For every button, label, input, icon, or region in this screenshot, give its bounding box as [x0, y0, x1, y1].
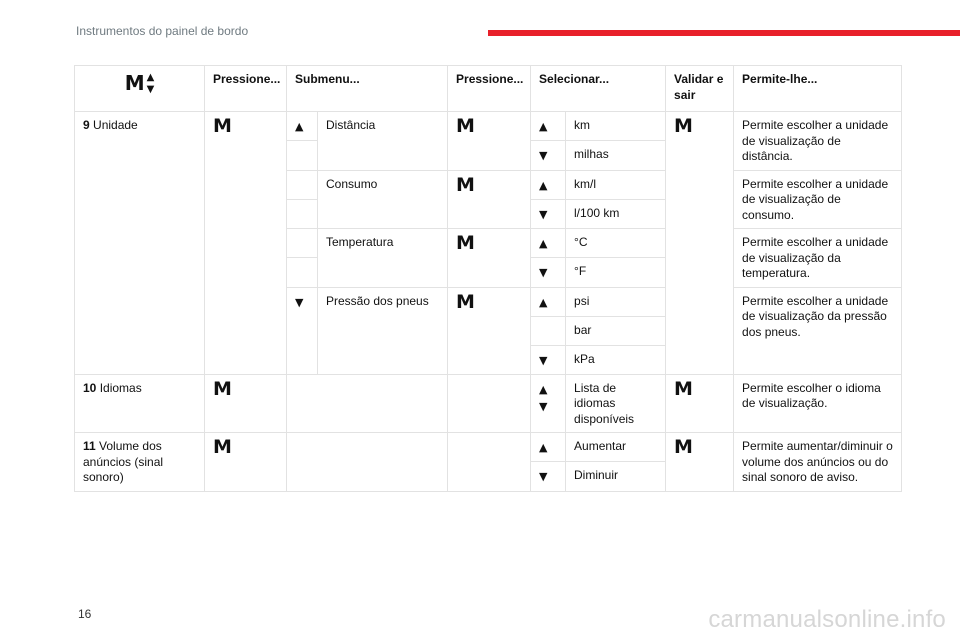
header-icon-cell: [75, 66, 205, 112]
item-number: 9: [83, 118, 90, 132]
menu-icon: M: [456, 232, 475, 254]
header-press: Pressione...: [205, 66, 287, 112]
menu-icon: M: [674, 436, 693, 458]
option-value: kPa: [566, 345, 666, 374]
option-value: l/100 km: [566, 199, 666, 228]
description: Permite escolher a unidade de visualização da temperatura.: [734, 229, 902, 288]
header-select: Selecionar...: [531, 66, 666, 112]
option-value: km: [566, 112, 666, 141]
option-value: Diminuir: [566, 462, 666, 491]
arrow-down-icon: ▼: [539, 266, 548, 280]
page-header-title: Instrumentos do painel de bordo: [76, 24, 249, 38]
menu-icon: M: [213, 436, 232, 458]
header-validate: Validar e sair: [666, 66, 734, 112]
option-value: Lista de idiomas disponíveis: [566, 374, 666, 433]
table-row: [75, 374, 902, 433]
menu-icon: M: [456, 115, 475, 137]
arrow-down-icon: ▼: [146, 84, 155, 95]
arrow-up-icon: ▲: [146, 72, 155, 83]
option-value: milhas: [566, 141, 666, 170]
volume-menu-cell: [75, 433, 205, 492]
settings-table: [74, 65, 902, 492]
arrow-up-icon: ▲: [295, 120, 304, 133]
item-number: 11: [83, 439, 96, 453]
arrow-down-icon: ▼: [295, 295, 304, 309]
menu-icon: M: [124, 71, 145, 96]
header-press-2: Pressione...: [448, 66, 531, 112]
page-number: 16: [78, 607, 92, 621]
unit-validate-cell: [666, 112, 734, 375]
header-submenu: Submenu...: [287, 66, 448, 112]
arrow-down-icon: ▼: [539, 149, 548, 163]
table-row: [75, 433, 902, 462]
languages-menu-cell: [75, 374, 205, 433]
header-accent-bar: [488, 30, 960, 36]
menu-icon: M: [674, 115, 693, 137]
arrow-up-icon: ▲: [539, 178, 548, 192]
arrow-up-icon: ▲: [539, 441, 548, 454]
submenu-consumption: Consumo: [318, 170, 448, 229]
watermark: carmanualsonline.info: [708, 606, 946, 633]
arrow-down-icon: ▼: [539, 470, 548, 484]
unit-press-cell: [205, 112, 287, 375]
option-value: bar: [566, 316, 666, 345]
description: Permite escolher a unidade de visualização da pressão dos pneus.: [734, 287, 902, 374]
arrow-up-icon: ▲: [539, 120, 548, 133]
arrow-down-icon: ▼: [539, 353, 548, 367]
unit-menu-cell: [75, 112, 205, 375]
table-header-row: [75, 66, 902, 112]
option-value: °C: [566, 229, 666, 258]
header-allows: Permite-lhe...: [734, 66, 902, 112]
menu-icon: M: [213, 115, 232, 137]
option-value: °F: [566, 258, 666, 287]
item-label: Unidade: [93, 118, 138, 132]
item-label: Volume dos anúncios (sinal sonoro): [83, 439, 164, 484]
arrow-up-icon: ▲: [539, 382, 548, 396]
description: Permite escolher a unidade de visualização de consumo.: [734, 170, 902, 229]
submenu-temperature: Temperatura: [318, 229, 448, 288]
menu-icon: M: [213, 377, 232, 400]
submenu-distance: Distância: [318, 112, 448, 171]
description: Permite escolher a unidade de visualização de distância.: [734, 112, 902, 171]
arrow-up-icon: ▲: [539, 237, 548, 250]
arrow-down-icon: ▼: [539, 207, 548, 221]
menu-icon: M: [674, 377, 693, 400]
menu-icon: M: [456, 290, 475, 313]
item-number: 10: [83, 380, 97, 395]
arrow-up-icon: ▲: [539, 295, 548, 309]
description: Permite escolher o idioma de visualização.: [734, 374, 902, 433]
submenu-pressure: Pressão dos pneus: [318, 287, 448, 374]
arrow-down-icon: ▼: [539, 399, 548, 413]
table-row: [75, 112, 902, 141]
option-value: psi: [566, 287, 666, 316]
item-label: Idiomas: [99, 380, 142, 395]
menu-icon: M: [456, 173, 475, 196]
option-value: km/l: [566, 170, 666, 199]
option-value: Aumentar: [566, 433, 666, 462]
description: Permite aumentar/diminuir o volume dos anúncios ou do sinal sonoro de aviso.: [734, 433, 902, 492]
